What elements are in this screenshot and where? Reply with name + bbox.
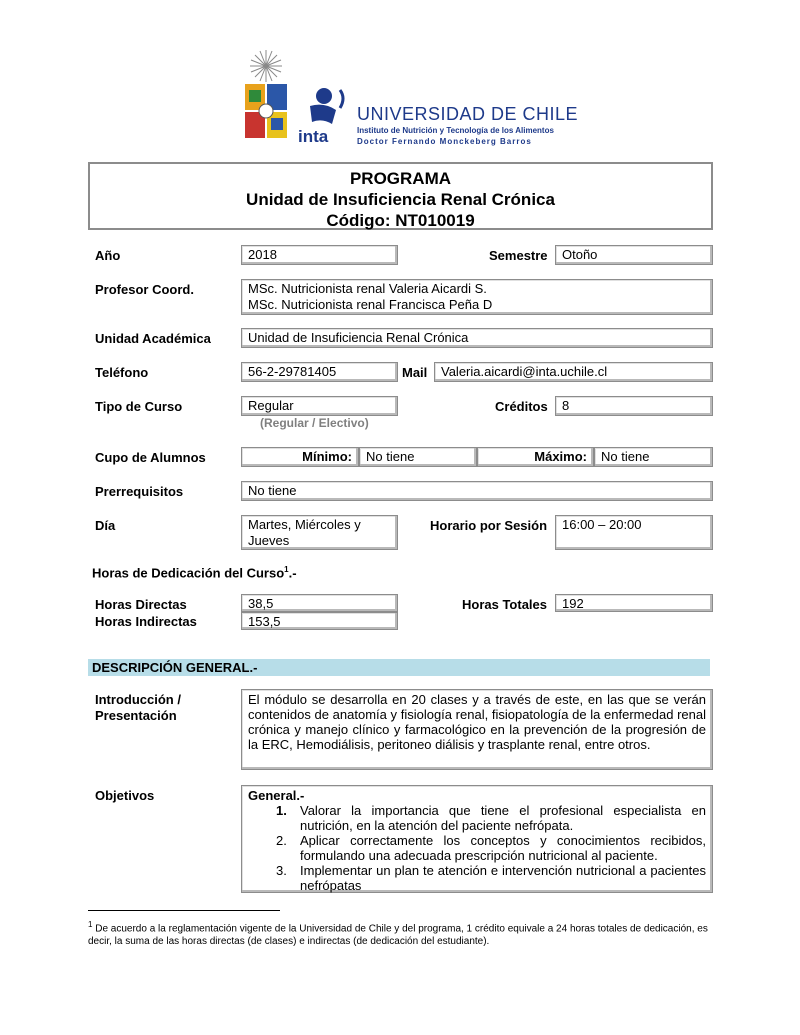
day-label: Día — [95, 518, 116, 533]
day-line-1: Martes, Miércoles y — [248, 517, 361, 532]
capacity-label: Cupo de Alumnos — [95, 450, 206, 465]
institute-name: Instituto de Nutrición y Tecnología de los Alimentos — [357, 126, 554, 135]
total-hours-field: 192 — [555, 594, 713, 612]
university-logo — [240, 48, 579, 150]
professor-label: Profesor Coord. — [95, 282, 194, 297]
general-description-heading: DESCRIPCIÓN GENERAL.- — [88, 659, 710, 676]
minimum-field: No tiene — [359, 447, 477, 467]
unit-label: Unidad Académica — [95, 331, 211, 346]
professor-2: MSc. Nutricionista renal Francisca Peña D — [248, 297, 493, 312]
day-line-2: Jueves — [248, 533, 290, 548]
objective-item: 2. Aplicar correctamente los conceptos y conocimientos recibidos, formulando una adecuada prescripción nutricional al paciente. — [276, 833, 706, 863]
maximum-field: No tiene — [594, 447, 713, 467]
indirect-hours-label: Horas Indirectas — [95, 614, 197, 629]
indirect-hours-field: 153,5 — [241, 612, 398, 630]
semester-label: Semestre — [489, 248, 548, 263]
mail-field: Valeria.aicardi@inta.uchile.cl — [434, 362, 713, 382]
semester-field: Otoño — [555, 245, 713, 265]
program-label: PROGRAMA — [349, 169, 452, 188]
credits-label: Créditos — [495, 399, 548, 414]
prerequisites-label: Prerrequisitos — [95, 484, 184, 499]
program-name: Unidad de Insuficiencia Renal Crónica — [246, 190, 555, 209]
direct-hours-field: 38,5 — [241, 594, 398, 612]
course-type-label: Tipo de Curso — [95, 399, 183, 414]
footnote-separator — [88, 910, 280, 911]
program-title-box — [88, 162, 713, 230]
svg-text:inta: inta — [298, 127, 329, 146]
objectives-general-label: General.- — [248, 788, 305, 803]
objectives-box — [241, 785, 713, 893]
year-field: 2018 — [241, 245, 398, 265]
minimum-label: Mínimo: — [241, 447, 359, 467]
program-code: Código: NT010019 — [326, 211, 475, 230]
inta-logo-icon — [296, 84, 356, 146]
day-field — [241, 515, 398, 550]
year-label: Año — [95, 248, 121, 263]
course-type-field: Regular — [241, 396, 398, 416]
university-name: UNIVERSIDAD DE CHILE — [357, 104, 579, 124]
intro-label: Introducción / Presentación — [95, 692, 181, 723]
objective-item: 3. Implementar un plan te atención e intervención nutricional a pacientes nefrópatas — [276, 863, 706, 893]
schedule-label: Horario por Sesión — [430, 518, 548, 533]
professor-field — [241, 279, 713, 315]
objectives-label: Objetivos — [95, 788, 155, 803]
intro-text: El módulo se desarrolla en 20 clases y a través de este, en las que se verán contenidos de anatomía y fisiología renal, fisiopatología de la enfermedad renal crónica y manejo clínico y farmacológico en la prevención de la progresión de la ERC, Hemodiálisis, peritoneo diálisis y trasplante renal, entre otros. — [241, 689, 713, 770]
footnote: $^1$ De acuerdo a la reglamentación vigente de la Universidad de Chile y del programa, 1 crédito equivale a 24 horas totales de dedicación, es decir, la suma de las horas directas (de clases) e indirectas (de dedicación del estudiante). — [88, 920, 708, 948]
schedule-field: 16:00 – 20:00 — [555, 515, 713, 550]
maximum-label: Máximo: — [477, 447, 594, 467]
total-hours-label: Horas Totales — [462, 597, 548, 612]
direct-hours-label: Horas Directas — [95, 597, 187, 612]
mail-label: Mail — [402, 365, 428, 380]
phone-field: 56-2-29781405 — [241, 362, 398, 382]
unit-field: Unidad de Insuficiencia Renal Crónica — [241, 328, 713, 348]
prerequisites-field: No tiene — [241, 481, 713, 501]
course-type-note: (Regular / Electivo) — [260, 416, 369, 430]
credits-field: 8 — [555, 396, 713, 416]
phone-label: Teléfono — [95, 365, 149, 380]
objective-item: 1. Valorar la importancia que tiene el profesional especialista en nutrición, en la atención del paciente nefrópata. — [276, 803, 706, 833]
dedication-heading: Horas de Dedicación del Curso$^1$.- — [92, 565, 297, 581]
doctor-name: Doctor Fernando Monckeberg Barros — [357, 137, 532, 146]
professor-1: MSc. Nutricionista renal Valeria Aicardi S. — [248, 281, 487, 296]
